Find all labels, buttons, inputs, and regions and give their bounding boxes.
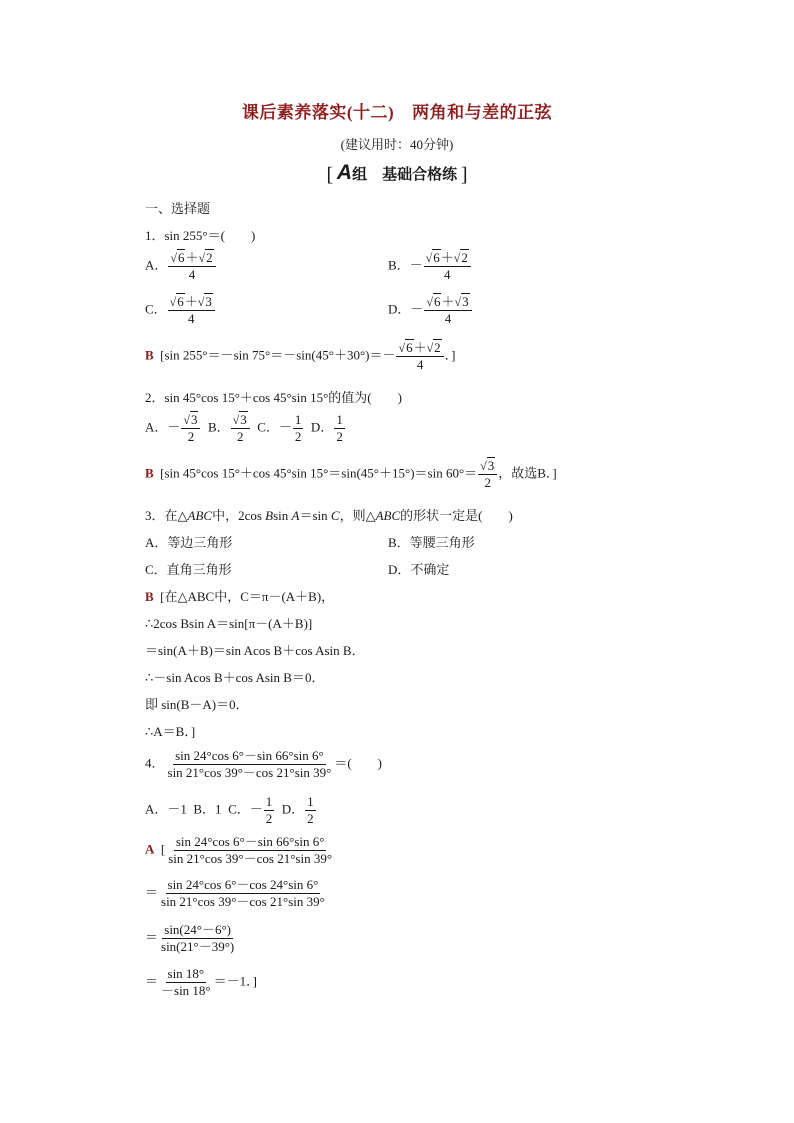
q4-solution-step-2: ＝ $\frac{\sin 24^\circ\cos 6^\circ-\cos 24^\circ\sin 6^\circ}{\sin 21^\circ\cos 39^\circ-\cos 21^\circ\sin 39^\circ}$: [145, 877, 325, 910]
q3-solution-line-3: ＝sin(A＋B)＝sin Acos B＋cos Asin B．: [145, 643, 365, 658]
q1-option-b: B．－ $\frac{√6+√2}{4}$: [388, 250, 472, 284]
q1-option-a: A． $\frac{√6+√2}{4}$: [145, 250, 217, 284]
group-label: 组 基础合格练: [352, 167, 458, 183]
q2-options: A．－ $\frac{√3}{2}$ B． $\frac{√3}{2}$ C．－ $\frac{1}{2}$ D． $\frac{1}{2}$: [145, 412, 343, 445]
q1-answer: B: [145, 347, 154, 363]
q1-solution: B [sin 255°＝－sin 75°＝－sin(45°＋30°)＝－ $\frac{√6+√2}{4}$ ．]: [145, 340, 456, 373]
q3-solution-line-2: ∴2cos Bsin A＝sin[π－(A＋B)]: [145, 616, 313, 631]
q4-stem: 4． $\frac{\sin 24^\circ\cos 6^\circ-\sin 66^\circ\sin 6^\circ}{\sin 21^\circ\cos 39^\circ-\cos 21^\circ\sin 39^\circ}$ ＝( ): [145, 748, 382, 781]
q1-option-c: C． $\frac{√6+√3}{4}$: [145, 294, 216, 328]
q3-option-b: B．等腰三角形: [388, 535, 475, 550]
q1-stem: 1．sin 255°＝( ): [145, 228, 256, 243]
q3-solution-line-4: ∴－sin Acos B＋cos Asin B＝0．: [145, 670, 325, 685]
title-part-2: 两角和与差的正弦: [412, 103, 553, 122]
group-letter: A: [336, 161, 353, 184]
q2-solution: B [sin 45°cos 15°＋cos 45°sin 15°＝sin(45°＋15°)＝sin 60°＝ $\frac{√3}{2}$ ，故选B．]: [145, 458, 557, 491]
q4-solution-step-4: ＝ $\frac{\sin 18^\circ}{-\sin 18^\circ}$ ＝－1．]: [145, 966, 257, 999]
q3-solution-line-1: B [在△ABC中，C＝π－(A＋B)，: [145, 589, 335, 604]
group-heading: [ A组 基础合格练 ]: [326, 161, 468, 186]
title-part-1: 课后素养落实(十二): [241, 103, 395, 122]
q4-options: A．－1 B．1 C．－ $\frac{1}{2}$ D． $\frac{1}{2}$: [145, 794, 314, 827]
q1-option-d: D．－ $\frac{√6+√3}{4}$: [388, 294, 473, 328]
q4-solution-step-1: A [ $\frac{\sin 24^\circ\cos 6^\circ-\sin 66^\circ\sin 6^\circ}{\sin 21^\circ\cos 39^\circ-\cos 21^\circ\sin 39^\circ}$: [145, 834, 333, 867]
q3-option-c: C．直角三角形: [145, 562, 232, 577]
q3-solution-line-6: ∴A＝B．]: [145, 724, 196, 739]
q3-option-d: D．不确定: [388, 562, 450, 577]
time-suggestion: (建议用时：40分钟): [340, 137, 454, 152]
q3-stem: 3．在△ABC中，2cos Bsin A＝sin C，则△ABC的形状一定是( ): [145, 508, 513, 523]
q2-stem: 2．sin 45°cos 15°＋cos 45°sin 15°的值为( ): [145, 390, 402, 405]
q4-solution-step-3: ＝ $\frac{\sin(24^\circ-6^\circ)}{\sin(21^\circ-39^\circ)}$: [145, 922, 235, 955]
section-heading: 一、选择题: [145, 201, 211, 216]
q3-solution-line-5: 即 sin(B－A)＝0．: [145, 697, 249, 712]
q2-answer: B: [145, 465, 154, 481]
q3-option-a: A．等边三角形: [145, 535, 233, 550]
q3-answer: B: [145, 589, 154, 604]
q4-answer: A: [145, 841, 155, 857]
page-title: [0, 98, 794, 123]
